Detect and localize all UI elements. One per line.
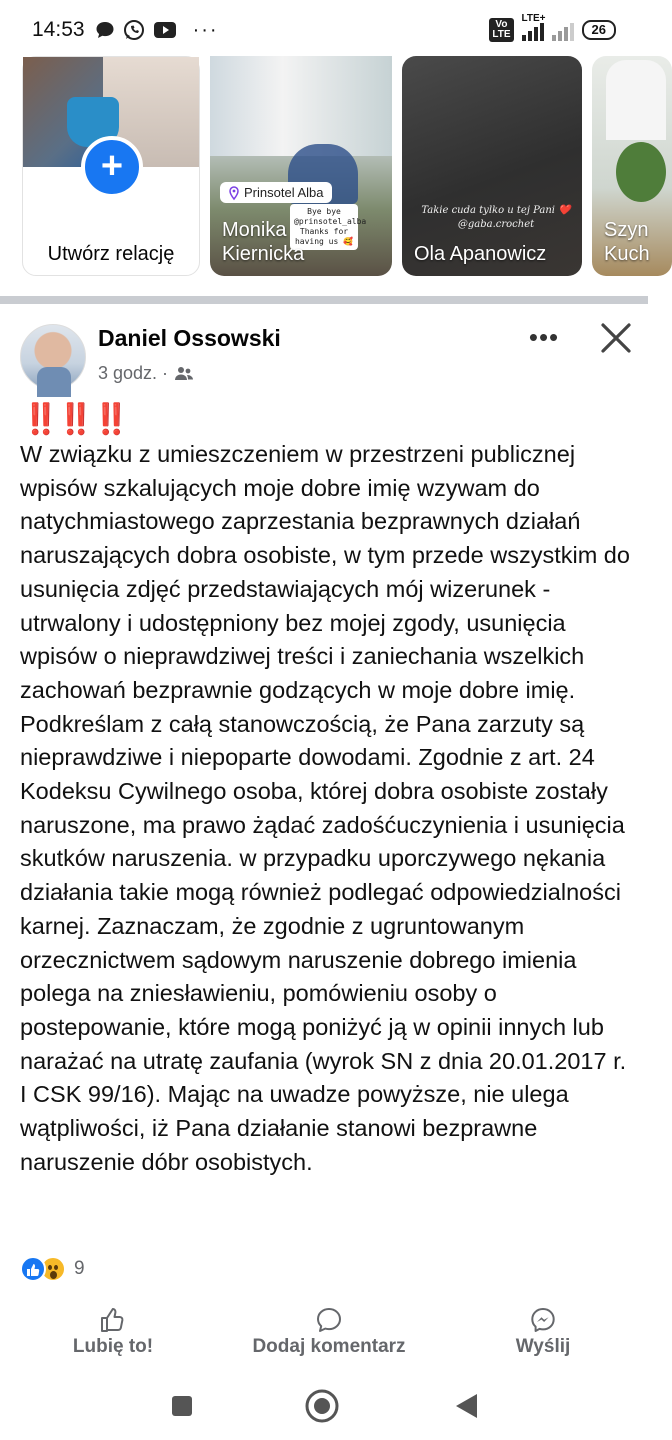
story-card[interactable] <box>210 56 392 276</box>
volte-icon: Vo LTE <box>489 18 513 42</box>
back-button[interactable] <box>446 1386 486 1426</box>
stories-tray <box>0 56 648 280</box>
chat-bubble-icon <box>95 20 115 40</box>
close-icon[interactable] <box>596 318 636 358</box>
status-bar <box>0 0 648 60</box>
system-icons <box>489 13 616 42</box>
messenger-icon <box>529 1304 557 1336</box>
send-label: Wyślij <box>515 1336 571 1357</box>
signal-icon <box>521 13 546 41</box>
system-nav-bar <box>0 1376 648 1440</box>
story-author: Monika Kiernicka <box>222 219 305 265</box>
story-photo <box>210 56 392 156</box>
thumbs-up-icon <box>99 1304 127 1336</box>
like-button[interactable] <box>70 1304 156 1358</box>
story-author: Szyn Kuch <box>604 219 650 265</box>
status-time: 14:53 <box>32 18 85 41</box>
create-story-card[interactable] <box>22 56 200 276</box>
notification-icons <box>95 19 219 42</box>
like-label: Lubię to! <box>72 1336 154 1357</box>
comment-label: Dodaj komentarz <box>252 1336 406 1357</box>
feed-divider <box>0 296 648 304</box>
post-text: W związku z umieszczeniem w przestrzeni publicznej wpisów szkalujących moje dobre imię wzywam do natychmiastowego zaprzestania bezprawnych działań naruszających dobra osobiste, w tym przede wszystkim do usunięcia zdjęć przedstawiających mój wizerunek - utrwalony i udostępniony bez mojej zgody, usunięcia wpisów o nieprawdziwej treści i zaniechania wszelkich zachowań bezprawnie godzących w moje dobre imię. Podkreślam z całą stanowczością, że Pana zarzuty są nieprawdziwe i niepoparte dowodami. Zgodnie z art. 24 Kodeksu Cywilnego osoba, której dobra osobiste zostały naruszone, ma prawo żądać zadośćuczynienia i usunięcia skutków naruszenia. w przypadku uporczywego nękania działania takie mogą również podlegać odpowiedzialności karnej. Zaznaczam, że zgodnie z ugruntowanym orzecznictwem sądowym naruszenie dobrego imienia polega na zniesławieniu, pomówieniu osoby o postepowanie, które mogą poniżyć ją w opinii innych lub narażać na utratę zaufania (wyrok SN z dnia 20.01.2017 r. I CSK 99/16). Mając na uwadze powyższe, nie ulega wątpliwości, iż Pana działanie stanowi bezprawne naruszenie dóbr osobistych. <box>20 441 630 1175</box>
post-meta <box>98 363 194 384</box>
post-time[interactable]: 3 godz. · <box>98 363 169 383</box>
signal-2-icon <box>552 19 574 41</box>
recent-apps-button[interactable] <box>162 1386 202 1426</box>
whatsapp-icon <box>123 19 145 41</box>
story-card[interactable] <box>402 56 582 276</box>
reaction-count: 9 <box>74 1258 85 1279</box>
plus-icon[interactable]: + <box>81 136 143 198</box>
network-label: LTE+ <box>521 13 546 24</box>
location-pin-icon <box>228 186 240 200</box>
alarm-emoji: ‼️‼️‼️ <box>22 403 129 436</box>
story-card[interactable] <box>592 56 672 276</box>
story-caption: Takie cuda tylko u tej Pani ❤️ @gaba.crochet <box>421 205 571 230</box>
battery-indicator: 26 <box>582 20 616 40</box>
create-story-label: Utwórz relację <box>47 243 175 265</box>
friends-icon <box>174 366 194 382</box>
send-button[interactable] <box>510 1304 576 1358</box>
post-actions <box>0 1304 648 1374</box>
home-button[interactable] <box>302 1386 342 1426</box>
author-avatar[interactable] <box>20 324 86 390</box>
post-author[interactable]: Daniel Ossowski <box>98 325 281 351</box>
like-reaction-icon <box>20 1256 46 1282</box>
youtube-icon <box>153 21 177 39</box>
comment-icon <box>315 1304 343 1336</box>
text-sticker: Bye bye @prinsotel_alba Thanks for having us 🥰 <box>290 204 358 250</box>
more-options-icon[interactable]: ••• <box>528 322 560 352</box>
reaction-summary[interactable] <box>20 1256 85 1282</box>
comment-button[interactable] <box>246 1304 412 1358</box>
story-author: Ola Apanowicz <box>414 243 547 265</box>
more-notifications-icon: ··· <box>192 18 219 41</box>
location-sticker: Prinsotel Alba <box>220 182 332 203</box>
